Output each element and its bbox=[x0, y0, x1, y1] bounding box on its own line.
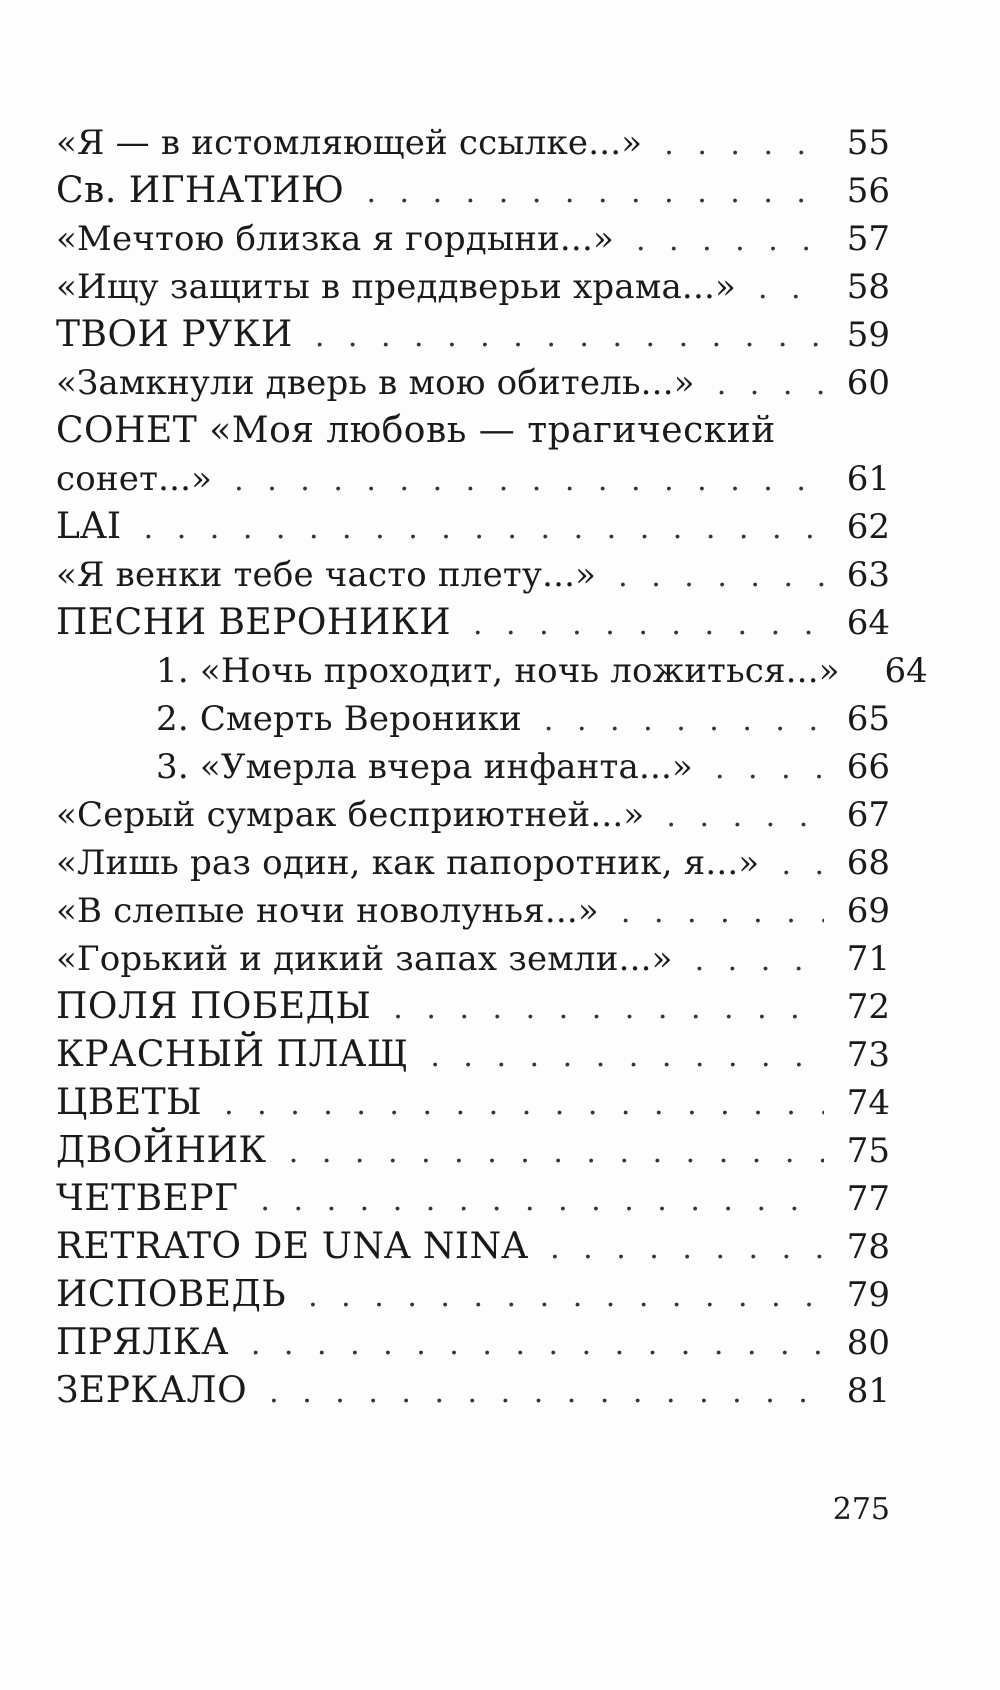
toc-entry-page: 61 bbox=[846, 459, 890, 499]
toc-entry-page: 68 bbox=[846, 843, 890, 883]
toc-entry-page: 67 bbox=[846, 795, 890, 835]
toc-entry-title: ТВОИ РУКИ bbox=[56, 314, 293, 355]
toc-entry-title: ПРЯЛКА bbox=[56, 1322, 229, 1363]
toc-entry-page: 69 bbox=[846, 891, 890, 931]
toc-entry-page: 56 bbox=[846, 171, 890, 211]
toc-entry bbox=[56, 262, 890, 312]
toc-entry-title: 1. «Ночь проходит, ночь ложиться...» bbox=[156, 651, 840, 691]
toc-entry-page: 55 bbox=[846, 123, 890, 163]
toc-entry-title: «В слепые ночи новолунья...» bbox=[56, 891, 599, 931]
toc-entry-title: «Лишь раз один, как папоротник, я...» bbox=[56, 843, 760, 883]
dot-leader bbox=[308, 1272, 824, 1322]
toc-entry-page: 78 bbox=[846, 1227, 890, 1267]
toc-entry-title: RETRATO DE UNA NINA bbox=[56, 1226, 529, 1267]
toc-entry-title: 2. Смерть Вероники bbox=[156, 699, 522, 739]
toc-entry bbox=[56, 310, 890, 360]
toc-entry-page: 58 bbox=[846, 267, 890, 307]
toc-entry-continuation bbox=[56, 454, 890, 504]
dot-leader bbox=[366, 168, 824, 218]
toc-entry bbox=[56, 982, 890, 1032]
toc-subentry bbox=[156, 694, 890, 744]
toc-entry-page: 57 bbox=[846, 219, 890, 259]
toc-entry bbox=[56, 502, 890, 552]
dot-leader bbox=[621, 888, 824, 938]
toc-entry bbox=[56, 790, 890, 840]
toc-entry-title: «Ищу защиты в преддверьи храма...» bbox=[56, 267, 736, 307]
toc-entry-page: 73 bbox=[846, 1035, 890, 1075]
dot-leader bbox=[666, 792, 824, 842]
toc-entry-title: ЧЕТВЕРГ bbox=[56, 1178, 239, 1219]
toc-entry bbox=[56, 886, 890, 936]
dot-leader bbox=[224, 1080, 824, 1130]
toc-entry bbox=[56, 838, 890, 888]
dot-leader bbox=[269, 1368, 824, 1418]
toc-entry-title: «Мечтою близка я гордыни...» bbox=[56, 219, 614, 259]
toc-entry-page: 75 bbox=[846, 1131, 890, 1171]
toc-entry-page: 66 bbox=[846, 747, 890, 787]
toc-entry-title: ПЕСНИ ВЕРОНИКИ bbox=[56, 602, 451, 643]
dot-leader bbox=[393, 984, 824, 1034]
toc-entry bbox=[56, 1318, 890, 1368]
toc-entry bbox=[56, 1270, 890, 1320]
toc-entry-title: «Горький и дикий запах земли...» bbox=[56, 939, 673, 979]
toc-entry-page: 72 bbox=[846, 987, 890, 1027]
dot-leader bbox=[144, 504, 824, 554]
toc-subentry bbox=[156, 742, 890, 792]
toc-entry bbox=[56, 358, 890, 408]
dot-leader bbox=[636, 216, 824, 266]
dot-leader bbox=[695, 936, 824, 986]
dot-leader bbox=[251, 1320, 824, 1370]
toc-entry bbox=[56, 118, 890, 168]
page-number: 275 bbox=[832, 1492, 890, 1527]
dot-leader bbox=[289, 1128, 824, 1178]
toc-entry-title: Св. ИГНАТИЮ bbox=[56, 170, 345, 211]
toc-entry-page: 80 bbox=[846, 1323, 890, 1363]
toc-entry bbox=[56, 1222, 890, 1272]
dot-leader bbox=[664, 120, 824, 170]
dot-leader bbox=[781, 840, 824, 890]
toc-entry-first-line bbox=[56, 406, 890, 456]
toc-entry-page: 71 bbox=[846, 939, 890, 979]
dot-leader bbox=[618, 552, 824, 602]
dot-leader bbox=[473, 600, 824, 650]
toc-entry bbox=[56, 1126, 890, 1176]
toc-entry bbox=[56, 934, 890, 984]
dot-leader bbox=[758, 264, 824, 314]
toc-entry-page: 64 bbox=[846, 603, 890, 643]
dot-leader bbox=[544, 696, 824, 746]
dot-leader bbox=[717, 360, 824, 410]
toc-entry-title-continuation: сонет...» bbox=[56, 459, 213, 499]
toc-entry-page: 60 bbox=[846, 363, 890, 403]
dot-leader bbox=[315, 312, 824, 362]
toc-entry-title: «Серый сумрак бесприютней...» bbox=[56, 795, 645, 835]
toc-entry bbox=[56, 1078, 890, 1128]
toc-entry-page: 62 bbox=[846, 507, 890, 547]
toc-entry-page: 74 bbox=[846, 1083, 890, 1123]
dot-leader bbox=[260, 1176, 824, 1226]
toc-subentry bbox=[156, 646, 928, 696]
toc-entry-title: КРАСНЫЙ ПЛАЩ bbox=[56, 1034, 409, 1075]
toc-entry bbox=[56, 1030, 890, 1080]
toc-entry-page: 59 bbox=[846, 315, 890, 355]
toc-entry-title: ИСПОВЕДЬ bbox=[56, 1274, 287, 1315]
dot-leader bbox=[234, 456, 824, 506]
toc-entry-page: 81 bbox=[846, 1371, 890, 1411]
toc-entry bbox=[56, 1366, 890, 1416]
toc-entry-title: ПОЛЯ ПОБЕДЫ bbox=[56, 986, 372, 1027]
toc-entry-title: «Я — в истомляющей ссылке...» bbox=[56, 123, 643, 163]
toc-entry bbox=[56, 1174, 890, 1224]
toc-entry-title: ЗЕРКАЛО bbox=[56, 1370, 248, 1411]
toc-entry bbox=[56, 166, 890, 216]
toc-entry-title: 3. «Умерла вчера инфанта...» bbox=[156, 747, 693, 787]
toc-entry bbox=[56, 214, 890, 264]
toc-entry bbox=[56, 598, 890, 648]
toc-entry-page: 64 bbox=[884, 651, 928, 691]
toc-entry-page: 77 bbox=[846, 1179, 890, 1219]
toc-entry-title: ЦВЕТЫ bbox=[56, 1082, 203, 1123]
toc-entry-page: 79 bbox=[846, 1275, 890, 1315]
toc-entry-page: 65 bbox=[846, 699, 890, 739]
toc-entry bbox=[56, 550, 890, 600]
toc-entry-title: «Замкнули дверь в мою обитель...» bbox=[56, 363, 695, 403]
toc-entry-title: СОНЕТ «Моя любовь — трагический bbox=[56, 410, 776, 451]
dot-leader bbox=[430, 1032, 824, 1082]
toc-entry-page: 63 bbox=[846, 555, 890, 595]
dot-leader bbox=[550, 1224, 824, 1274]
toc-entry-title: «Я венки тебе часто плету...» bbox=[56, 555, 597, 595]
toc-entry-title: LAI bbox=[56, 506, 122, 547]
dot-leader bbox=[715, 744, 824, 794]
toc-entry-title: ДВОЙНИК bbox=[56, 1130, 267, 1171]
